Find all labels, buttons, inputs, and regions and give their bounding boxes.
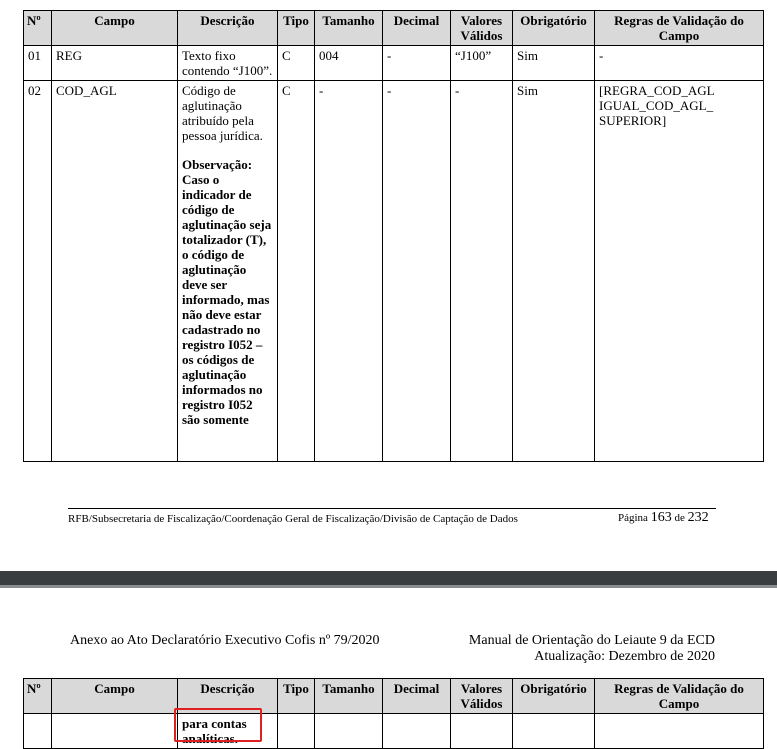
observacao-label: Observação: xyxy=(182,157,253,172)
cell-decimal xyxy=(383,714,451,749)
cell-decimal: - xyxy=(383,81,451,462)
header-left: Anexo ao Ato Declaratório Executivo Cofis nº 79/2020 xyxy=(70,633,380,648)
cell-descricao xyxy=(178,81,278,462)
col-header-valores: Valores Válidos xyxy=(451,679,513,714)
col-header-regras: Regras de Validação do Campo xyxy=(595,11,764,46)
cell-regras: - xyxy=(595,46,764,81)
observacao-text: Caso o indicador de código de aglutinação seja totalizador (T), o código de aglutinação deve ser informado, mas não deve estar cadastrado no registro I052 – os códigos de aglutinação informados no registro I052 são somente xyxy=(182,172,272,427)
cell-num: 01 xyxy=(24,46,52,81)
document-page-2 xyxy=(0,588,777,746)
col-header-campo: Campo xyxy=(52,11,178,46)
col-header-tamanho: Tamanho xyxy=(315,679,383,714)
cell-tipo: C xyxy=(278,46,315,81)
col-header-num: Nº xyxy=(24,11,52,46)
cell-obrigatorio: Sim xyxy=(513,81,595,462)
cell-tamanho xyxy=(315,714,383,749)
table-row xyxy=(24,714,764,749)
col-header-decimal: Decimal xyxy=(383,11,451,46)
table-row xyxy=(24,46,764,81)
page-of: de xyxy=(674,512,685,524)
highlight-box xyxy=(174,708,262,742)
col-header-descricao: Descrição xyxy=(178,679,278,714)
cell-regras xyxy=(595,714,764,749)
page-total: 232 xyxy=(687,510,709,525)
header-right xyxy=(469,633,715,665)
cell-valores: - xyxy=(451,81,513,462)
cell-obrigatorio xyxy=(513,714,595,749)
cell-valores xyxy=(451,714,513,749)
col-header-campo: Campo xyxy=(52,679,178,714)
cell-obrigatorio: Sim xyxy=(513,46,595,81)
cell-campo xyxy=(52,714,178,749)
col-header-tamanho: Tamanho xyxy=(315,11,383,46)
table-header-row xyxy=(24,11,764,46)
footer-org: RFB/Subsecretaria de Fiscalização/Coordenação Geral de Fiscalização/Divisão de Captação de Dados xyxy=(68,513,518,525)
page-separator xyxy=(0,571,777,585)
col-header-num: Nº xyxy=(24,679,52,714)
cell-tamanho: 004 xyxy=(315,46,383,81)
cell-num: 02 xyxy=(24,81,52,462)
descricao-text: Código de aglutinação atribuído pela pessoa jurídica. xyxy=(182,83,263,143)
header-right-title: Manual de Orientação do Leiaute 9 da ECD xyxy=(468,633,715,648)
cell-tamanho: - xyxy=(315,81,383,462)
page-current: 163 xyxy=(650,510,672,525)
col-header-tipo: Tipo xyxy=(278,679,315,714)
header-right-update: Atualização: Dezembro de 2020 xyxy=(534,649,715,664)
page-prefix: Página xyxy=(618,512,648,524)
table-row xyxy=(24,81,764,462)
cell-valores: “J100” xyxy=(451,46,513,81)
col-header-tipo: Tipo xyxy=(278,11,315,46)
register-table xyxy=(23,10,764,462)
cell-tipo xyxy=(278,714,315,749)
col-header-valores: Valores Válidos xyxy=(451,11,513,46)
observacao-block xyxy=(182,157,273,427)
cell-campo: REG xyxy=(52,46,178,81)
page-number xyxy=(618,510,709,526)
table-header-row xyxy=(24,679,764,714)
col-header-decimal: Decimal xyxy=(383,679,451,714)
cell-tipo: C xyxy=(278,81,315,462)
cell-num xyxy=(24,714,52,749)
col-header-regras: Regras de Validação do Campo xyxy=(595,679,764,714)
col-header-obrigatorio: Obrigatório xyxy=(513,679,595,714)
col-header-descricao: Descrição xyxy=(178,11,278,46)
col-header-obrigatorio: Obrigatório xyxy=(513,11,595,46)
register-table-continued xyxy=(23,678,764,749)
cell-descricao: para contas analíticas. xyxy=(178,714,278,749)
cell-campo: COD_AGL xyxy=(52,81,178,462)
cell-decimal: - xyxy=(383,46,451,81)
cell-descricao: Texto fixo contendo “J100”. xyxy=(178,46,278,81)
cell-regras: [REGRA_COD_AGL IGUAL_COD_AGL_ SUPERIOR] xyxy=(595,81,764,462)
footer-divider xyxy=(68,508,716,509)
